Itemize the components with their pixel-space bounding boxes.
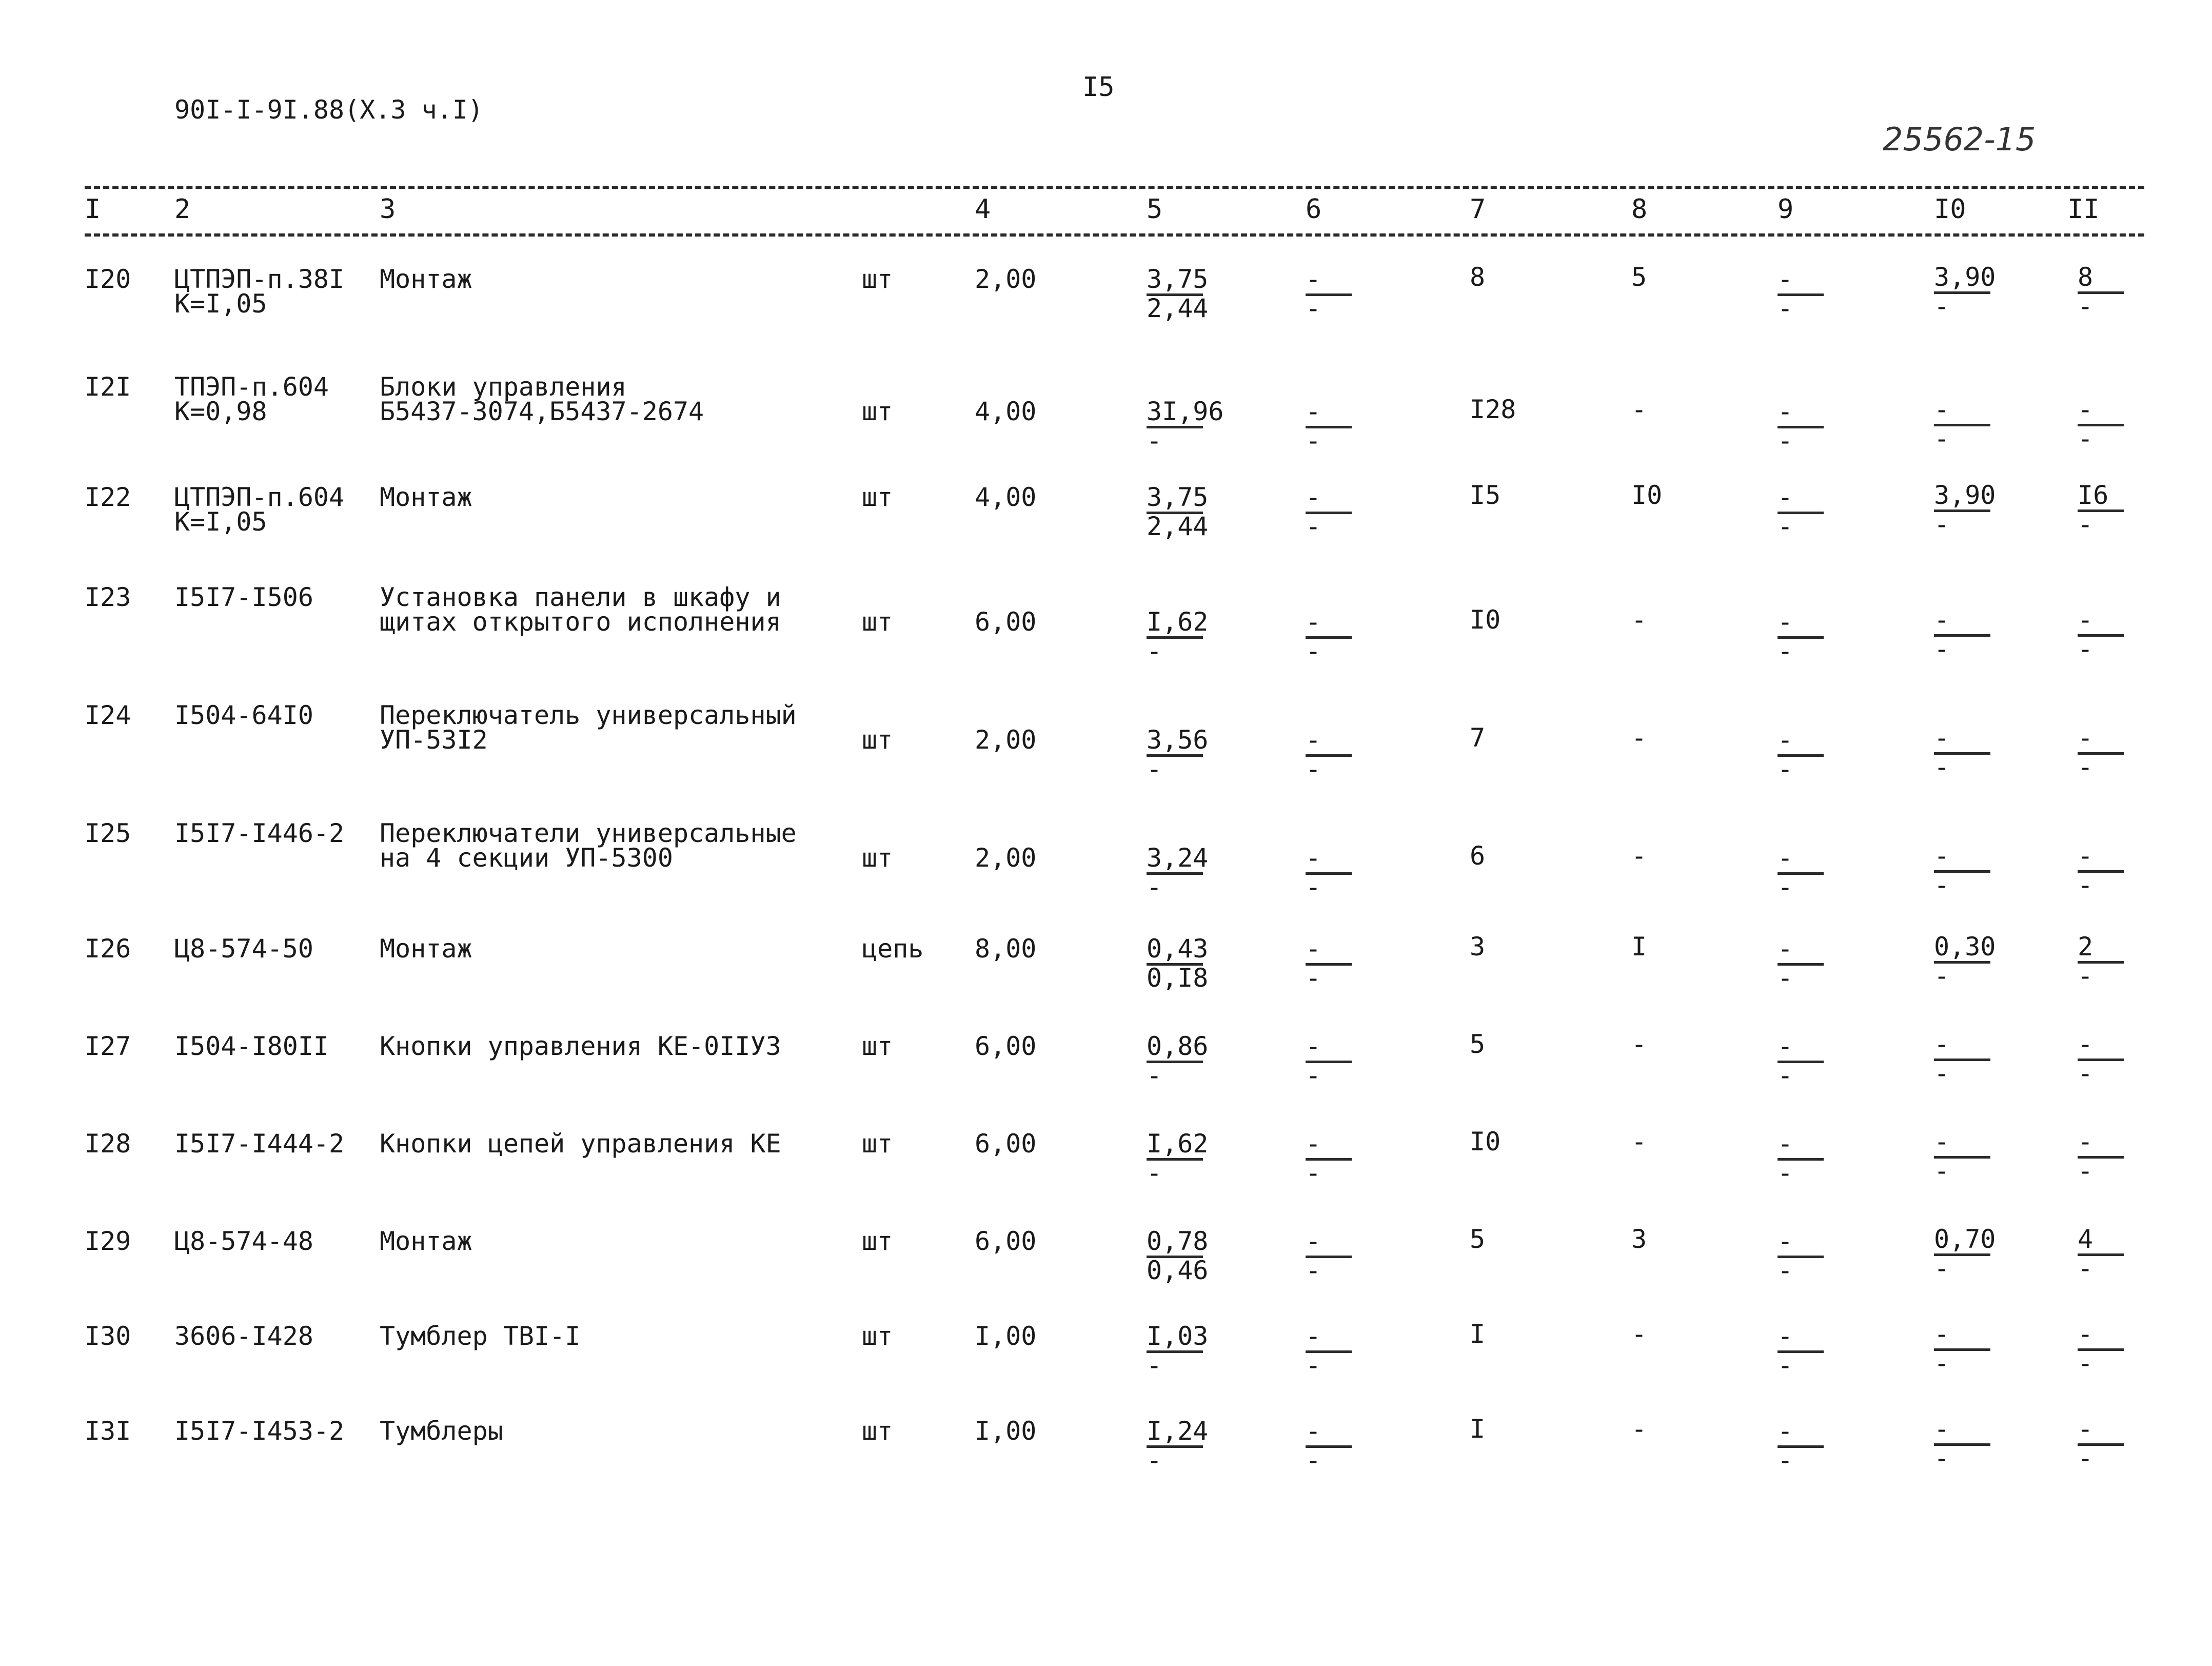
col10-value-numerator: - <box>1934 1319 1950 1349</box>
col10-value <box>1934 1127 2001 1186</box>
unit: шт <box>862 1321 893 1351</box>
col10-value-numerator: 3,90 <box>1934 262 1996 292</box>
col5-value-numerator: 3,24 <box>1147 843 1209 873</box>
col7-value: I5 <box>1470 480 1501 510</box>
col7-value: 5 <box>1470 1224 1486 1254</box>
col10-value <box>1934 262 2001 321</box>
col6-value-numerator: - <box>1306 1321 1321 1351</box>
col10-value-denominator: - <box>1934 1348 1950 1378</box>
col10-value-numerator: - <box>1934 1127 1950 1157</box>
archive-number: 25562-15 <box>1883 121 2036 158</box>
col8-value: - <box>1631 1319 1647 1349</box>
col10-value-numerator: - <box>1934 605 1950 635</box>
col10-value-denominator: - <box>1934 1059 1950 1088</box>
col9-value <box>1778 1416 1829 1475</box>
col6-value-denominator: - <box>1306 426 1321 456</box>
col6-value-numerator: - <box>1306 607 1321 637</box>
col6-value-denominator: - <box>1306 963 1321 993</box>
col5-value-denominator: 2,44 <box>1147 293 1209 323</box>
col5-value-denominator: - <box>1147 1158 1162 1188</box>
col7-value: 7 <box>1470 723 1486 753</box>
work-name: Тумблер ТВI-I <box>380 1321 581 1351</box>
norm-code: I504-I80II <box>174 1031 329 1061</box>
row-number: I3I <box>85 1416 131 1446</box>
quantity: 2,00 <box>975 725 1037 755</box>
col10-value <box>1934 1224 2001 1283</box>
col10-value <box>1934 1029 2001 1088</box>
col11-value <box>2078 262 2129 321</box>
col5-value-denominator: - <box>1147 1445 1162 1475</box>
col11-value-denominator: - <box>2078 424 2094 454</box>
unit: шт <box>862 482 893 512</box>
norm-code: I504-64I0 <box>174 700 313 730</box>
col5-value-numerator: 3I,96 <box>1147 397 1224 426</box>
norm-code: ТПЭП-п.604 К=0,98 <box>174 372 329 426</box>
col5-value <box>1147 1129 1213 1188</box>
col5-value <box>1147 397 1224 456</box>
col8-value: I <box>1631 932 1647 962</box>
row-number: I24 <box>85 700 131 730</box>
col11-value <box>2078 1414 2129 1473</box>
norm-code: ЦТПЭП-п.604 К=I,05 <box>174 482 345 537</box>
col6-value-numerator: - <box>1306 264 1321 294</box>
col11-value-denominator: - <box>2078 1253 2094 1283</box>
col5-value-numerator: 3,75 <box>1147 482 1209 512</box>
col6-value <box>1306 607 1357 666</box>
col11-value-denominator: - <box>2078 752 2094 782</box>
col9-value-denominator: - <box>1778 512 1793 541</box>
col10-value-denominator: - <box>1934 634 1950 664</box>
unit: шт <box>862 725 893 755</box>
col9-value <box>1778 607 1829 666</box>
work-name: Монтаж <box>380 1226 472 1256</box>
norm-code: ЦТПЭП-п.38I К=I,05 <box>174 264 345 319</box>
col10-value-denominator: - <box>1934 752 1950 782</box>
col5-value-denominator: - <box>1147 1061 1162 1090</box>
col5-value-numerator: I,03 <box>1147 1321 1209 1351</box>
col11-value-numerator: - <box>2078 1127 2094 1157</box>
col10-value-denominator: - <box>1934 1156 1950 1186</box>
column-header-11: II <box>2067 194 2100 225</box>
norm-code: I5I7-I444-2 <box>174 1129 345 1159</box>
col9-value <box>1778 1321 1829 1380</box>
col6-value <box>1306 264 1357 323</box>
column-header-5: 5 <box>1147 194 1163 225</box>
col10-value-denominator: - <box>1934 870 1950 900</box>
col5-value-numerator: 0,86 <box>1147 1031 1209 1061</box>
col6-value <box>1306 397 1357 456</box>
col11-value-denominator: - <box>2078 509 2094 539</box>
row-number: I25 <box>85 818 131 848</box>
work-name: Блоки управления Б5437-3074,Б5437-2674 <box>380 372 704 426</box>
col9-value-numerator: - <box>1778 843 1793 873</box>
header-bottom-dashed-rule <box>85 233 2144 237</box>
col10-value-denominator: - <box>1934 291 1950 321</box>
quantity: 6,00 <box>975 607 1037 637</box>
col9-value-denominator: - <box>1778 872 1793 902</box>
column-header-7: 7 <box>1470 194 1486 225</box>
col9-value-denominator: - <box>1778 1445 1793 1475</box>
col9-value-denominator: - <box>1778 1158 1793 1188</box>
col10-value <box>1934 932 2001 991</box>
col5-value-denominator: - <box>1147 1350 1162 1380</box>
norm-code: I5I7-I446-2 <box>174 818 345 848</box>
col10-value-numerator: - <box>1934 395 1950 424</box>
col9-value-numerator: - <box>1778 397 1793 426</box>
col5-value-denominator: - <box>1147 426 1162 456</box>
quantity: I,00 <box>975 1321 1037 1351</box>
col5-value <box>1147 934 1213 993</box>
col7-value: I28 <box>1470 395 1516 424</box>
col11-value-denominator: - <box>2078 1156 2094 1186</box>
col5-value-denominator: - <box>1147 636 1162 666</box>
col5-value-numerator: 0,43 <box>1147 934 1209 964</box>
col6-value-denominator: - <box>1306 1445 1321 1475</box>
col11-value <box>2078 1224 2129 1283</box>
col6-value-numerator: - <box>1306 1416 1321 1446</box>
col8-value: - <box>1631 723 1647 753</box>
col9-value-denominator: - <box>1778 1350 1793 1380</box>
col6-value <box>1306 1129 1357 1188</box>
work-name: Тумблеры <box>380 1416 503 1446</box>
col9-value <box>1778 1031 1829 1090</box>
row-number: I20 <box>85 264 131 294</box>
col11-value-denominator: - <box>2078 1348 2094 1378</box>
col8-value: 3 <box>1631 1224 1647 1254</box>
col5-value <box>1147 1031 1213 1090</box>
col11-value-denominator: - <box>2078 1059 2094 1088</box>
col5-value <box>1147 607 1213 666</box>
col10-value-numerator: - <box>1934 841 1950 871</box>
work-name: Переключатели универсальные на 4 секции УП-5300 <box>380 818 797 873</box>
column-header-3: 3 <box>380 194 396 225</box>
col6-value <box>1306 1226 1357 1285</box>
unit: шт <box>862 1129 893 1159</box>
col11-value-denominator: - <box>2078 291 2094 321</box>
col9-value-numerator: - <box>1778 264 1793 294</box>
col11-value <box>2078 723 2129 782</box>
row-number: I30 <box>85 1321 131 1351</box>
col11-value-denominator: - <box>2078 634 2094 664</box>
column-header-9: 9 <box>1778 194 1794 225</box>
col10-value-denominator: - <box>1934 1443 1950 1473</box>
col10-value-numerator: - <box>1934 1029 1950 1059</box>
col9-value-numerator: - <box>1778 1416 1793 1446</box>
col8-value: - <box>1631 605 1647 635</box>
work-name: Кнопки цепей управления КЕ <box>380 1129 781 1159</box>
col6-value-numerator: - <box>1306 843 1321 873</box>
col9-value-denominator: - <box>1778 426 1793 456</box>
col11-value-numerator: I6 <box>2078 480 2109 510</box>
col9-value-denominator: - <box>1778 1256 1793 1285</box>
col8-value: 5 <box>1631 262 1647 292</box>
unit: шт <box>862 397 893 426</box>
unit: шт <box>862 843 893 873</box>
quantity: 2,00 <box>975 264 1037 294</box>
col9-value <box>1778 725 1829 784</box>
col11-value <box>2078 395 2129 454</box>
work-name: Монтаж <box>380 934 472 964</box>
col7-value: I <box>1470 1414 1486 1444</box>
col5-value <box>1147 843 1213 902</box>
col5-value-denominator: 2,44 <box>1147 512 1209 541</box>
col6-value-numerator: - <box>1306 934 1321 964</box>
col6-value-denominator: - <box>1306 754 1321 784</box>
work-name: Установка панели в шкафу и щитах открытого исполнения <box>380 582 781 637</box>
col11-value-numerator: - <box>2078 841 2094 871</box>
quantity: 4,00 <box>975 482 1037 512</box>
row-number: I29 <box>85 1226 131 1256</box>
col5-value-denominator: - <box>1147 754 1162 784</box>
col6-value-denominator: - <box>1306 1061 1321 1090</box>
quantity: 8,00 <box>975 934 1037 964</box>
col6-value <box>1306 1031 1357 1090</box>
col9-value-numerator: - <box>1778 1129 1793 1159</box>
col10-value-numerator: - <box>1934 1414 1950 1444</box>
row-number: I2I <box>85 372 131 402</box>
col9-value-denominator: - <box>1778 636 1793 666</box>
col6-value-numerator: - <box>1306 1129 1321 1159</box>
quantity: 4,00 <box>975 397 1037 426</box>
column-header-1: I <box>85 194 101 225</box>
col11-value-denominator: - <box>2078 961 2094 991</box>
row-number: I27 <box>85 1031 131 1061</box>
col8-value: - <box>1631 841 1647 871</box>
col8-value: I0 <box>1631 480 1663 510</box>
row-number: I23 <box>85 582 131 612</box>
col7-value: 3 <box>1470 932 1486 962</box>
col6-value-denominator: - <box>1306 293 1321 323</box>
col11-value <box>2078 841 2129 900</box>
col7-value: 8 <box>1470 262 1486 292</box>
col10-value-denominator: - <box>1934 1253 1950 1283</box>
col7-value: I0 <box>1470 1127 1501 1157</box>
col8-value: - <box>1631 1414 1647 1444</box>
col7-value: 5 <box>1470 1029 1486 1059</box>
col9-value-numerator: - <box>1778 607 1793 637</box>
col6-value-numerator: - <box>1306 1226 1321 1256</box>
col9-value-numerator: - <box>1778 934 1793 964</box>
col5-value-denominator: - <box>1147 872 1162 902</box>
col10-value <box>1934 395 2001 454</box>
col5-value-numerator: 3,56 <box>1147 725 1209 755</box>
col10-value <box>1934 1414 2001 1473</box>
col6-value <box>1306 843 1357 902</box>
row-number: I28 <box>85 1129 131 1159</box>
col11-value-numerator: 2 <box>2078 932 2094 962</box>
unit: шт <box>862 1031 893 1061</box>
col10-value <box>1934 841 2001 900</box>
col6-value <box>1306 1321 1357 1380</box>
col6-value-numerator: - <box>1306 397 1321 426</box>
col11-value <box>2078 1127 2129 1186</box>
col9-value <box>1778 397 1829 456</box>
col8-value: - <box>1631 1127 1647 1157</box>
col5-value <box>1147 725 1213 784</box>
col6-value-numerator: - <box>1306 725 1321 755</box>
col9-value <box>1778 843 1829 902</box>
col5-value <box>1147 1226 1213 1285</box>
work-name: Кнопки управления КЕ-0IIУ3 <box>380 1031 781 1061</box>
col9-value-denominator: - <box>1778 1061 1793 1090</box>
quantity: 6,00 <box>975 1129 1037 1159</box>
unit: шт <box>862 1226 893 1256</box>
col6-value <box>1306 725 1357 784</box>
row-number: I22 <box>85 482 131 512</box>
col9-value <box>1778 1129 1829 1188</box>
col11-value-numerator: - <box>2078 1414 2094 1444</box>
page-number: I5 <box>1082 72 1115 103</box>
column-header-4: 4 <box>975 194 991 225</box>
norm-code: Ц8-574-50 <box>174 934 313 964</box>
col9-value <box>1778 1226 1829 1285</box>
quantity: 2,00 <box>975 843 1037 873</box>
col9-value-numerator: - <box>1778 1031 1793 1061</box>
col6-value <box>1306 934 1357 993</box>
column-header-10: I0 <box>1934 194 1966 225</box>
col7-value: 6 <box>1470 841 1486 871</box>
col7-value: I0 <box>1470 605 1501 635</box>
col10-value-numerator: 3,90 <box>1934 480 1996 510</box>
col6-value-denominator: - <box>1306 1158 1321 1188</box>
header-top-dashed-rule <box>85 186 2144 189</box>
col11-value-numerator: - <box>2078 395 2094 424</box>
work-name: Монтаж <box>380 482 472 512</box>
col6-value <box>1306 482 1357 541</box>
col11-value-numerator: - <box>2078 1319 2094 1349</box>
col11-value-numerator: - <box>2078 1029 2094 1059</box>
col6-value-denominator: - <box>1306 1350 1321 1380</box>
col5-value-numerator: I,24 <box>1147 1416 1209 1446</box>
document-code: 90I-I-9I.88(Х.3 ч.I) <box>174 95 484 125</box>
col5-value-denominator: 0,I8 <box>1147 963 1209 993</box>
col10-value <box>1934 480 2001 539</box>
col11-value-numerator: 4 <box>2078 1224 2094 1254</box>
norm-code: Ц8-574-48 <box>174 1226 313 1256</box>
col5-value-numerator: 0,78 <box>1147 1226 1209 1256</box>
col5-value <box>1147 1321 1213 1380</box>
col9-value-numerator: - <box>1778 1321 1793 1351</box>
col5-value-denominator: 0,46 <box>1147 1256 1209 1285</box>
column-header-8: 8 <box>1631 194 1648 225</box>
col11-value-numerator: - <box>2078 605 2094 635</box>
col6-value-denominator: - <box>1306 1256 1321 1285</box>
work-name: Переключатель универсальный УП-53I2 <box>380 700 797 755</box>
col6-value-denominator: - <box>1306 512 1321 541</box>
col11-value <box>2078 480 2129 539</box>
col11-value-numerator: 8 <box>2078 262 2094 292</box>
col10-value-denominator: - <box>1934 961 1950 991</box>
quantity: I,00 <box>975 1416 1037 1446</box>
col9-value <box>1778 264 1829 323</box>
unit: цепь <box>862 934 924 964</box>
row-number: I26 <box>85 934 131 964</box>
column-header-6: 6 <box>1306 194 1322 225</box>
col11-value-denominator: - <box>2078 870 2094 900</box>
col5-value-numerator: I,62 <box>1147 607 1209 637</box>
col10-value <box>1934 723 2001 782</box>
col8-value: - <box>1631 1029 1647 1059</box>
col6-value-numerator: - <box>1306 1031 1321 1061</box>
col10-value <box>1934 605 2001 664</box>
col11-value-denominator: - <box>2078 1443 2094 1473</box>
col10-value-numerator: 0,30 <box>1934 932 1996 962</box>
col5-value-numerator: I,62 <box>1147 1129 1209 1159</box>
col9-value-denominator: - <box>1778 754 1793 784</box>
norm-code: I5I7-I506 <box>174 582 313 612</box>
col11-value-numerator: - <box>2078 723 2094 753</box>
col6-value <box>1306 1416 1357 1475</box>
unit: шт <box>862 1416 893 1446</box>
column-header-2: 2 <box>174 194 191 225</box>
unit: шт <box>862 607 893 637</box>
col5-value-numerator: 3,75 <box>1147 264 1209 294</box>
col5-value <box>1147 264 1213 323</box>
col10-value-numerator: 0,70 <box>1934 1224 1996 1254</box>
col5-value <box>1147 1416 1213 1475</box>
quantity: 6,00 <box>975 1031 1037 1061</box>
col11-value <box>2078 605 2129 664</box>
col10-value-denominator: - <box>1934 424 1950 454</box>
col10-value-denominator: - <box>1934 509 1950 539</box>
col9-value-denominator: - <box>1778 963 1793 993</box>
col6-value-denominator: - <box>1306 872 1321 902</box>
col9-value-numerator: - <box>1778 1226 1793 1256</box>
col5-value <box>1147 482 1213 541</box>
norm-code: I5I7-I453-2 <box>174 1416 345 1446</box>
col6-value-denominator: - <box>1306 636 1321 666</box>
col11-value <box>2078 1029 2129 1088</box>
col11-value <box>2078 1319 2129 1378</box>
work-name: Монтаж <box>380 264 472 294</box>
col10-value-numerator: - <box>1934 723 1950 753</box>
col7-value: I <box>1470 1319 1486 1349</box>
col8-value: - <box>1631 395 1647 424</box>
col10-value <box>1934 1319 2001 1378</box>
col9-value <box>1778 934 1829 993</box>
col9-value-denominator: - <box>1778 293 1793 323</box>
norm-code: 3606-I428 <box>174 1321 313 1351</box>
col9-value-numerator: - <box>1778 725 1793 755</box>
quantity: 6,00 <box>975 1226 1037 1256</box>
col6-value-numerator: - <box>1306 482 1321 512</box>
col11-value <box>2078 932 2129 991</box>
col9-value <box>1778 482 1829 541</box>
unit: шт <box>862 264 893 294</box>
col9-value-numerator: - <box>1778 482 1793 512</box>
